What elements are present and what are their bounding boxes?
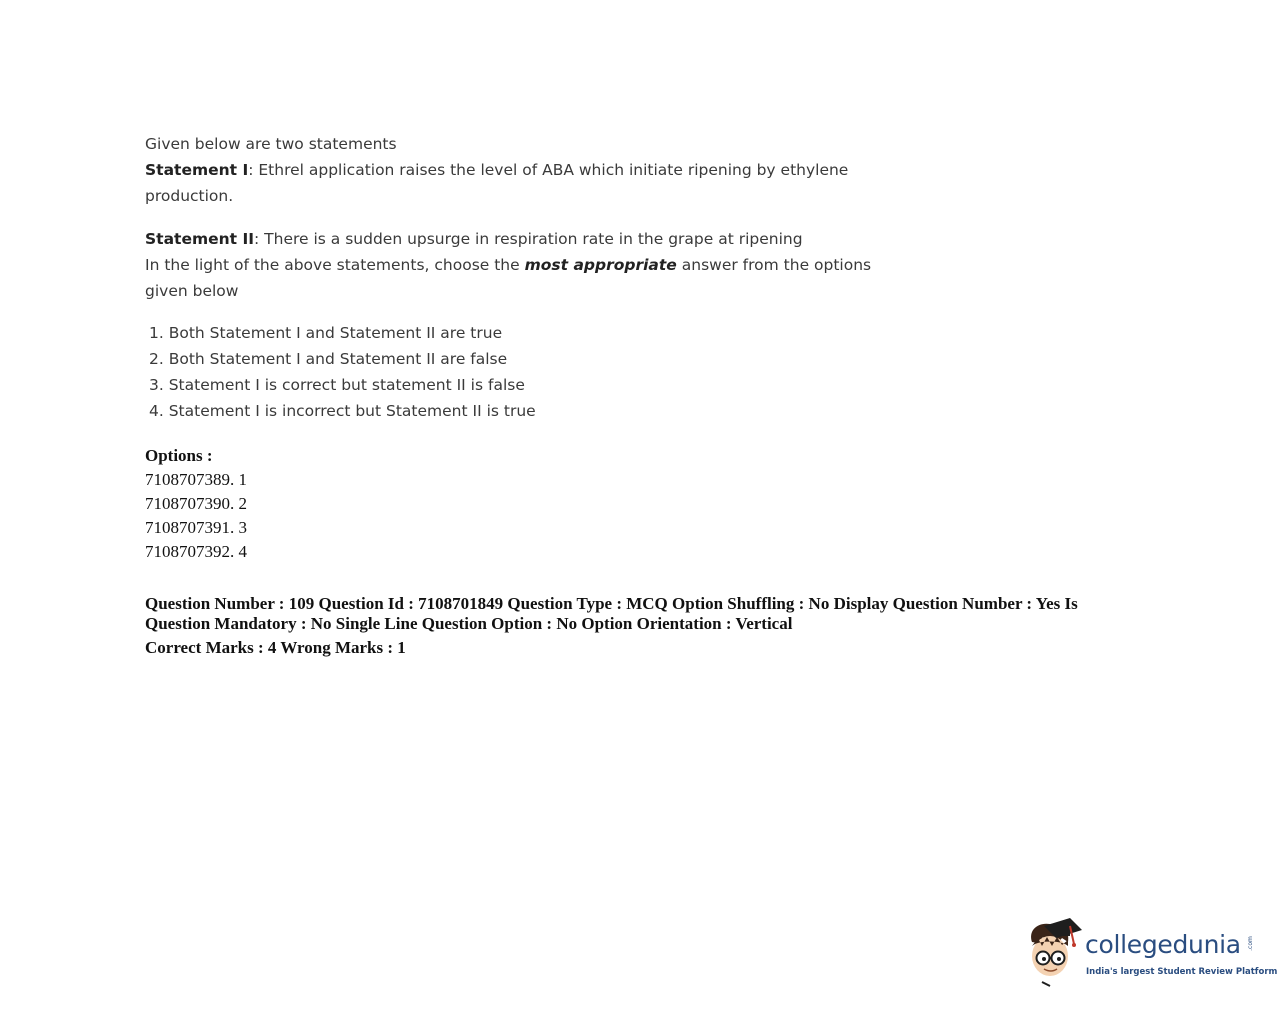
list-item: 2. Both Statement I and Statement II are false	[149, 350, 508, 368]
statement-2-text: : There is a sudden upsurge in respiration rate in the grape at ripening	[254, 230, 803, 248]
brand-tagline: India's largest Student Review Platform	[1086, 967, 1278, 977]
options-title: Options :	[145, 446, 213, 465]
question-instruction-continuation: given below	[145, 282, 239, 300]
choice-list	[145, 320, 865, 424]
statement-2	[145, 226, 865, 252]
statement-1	[145, 157, 865, 183]
statement-1-continuation: production.	[145, 187, 234, 205]
graduate-mascot-icon	[1022, 916, 1084, 990]
option-item: 7108707389. 1	[145, 470, 247, 489]
question-meta-details: Question Number : 109 Question Id : 7108701849 Question Type : MCQ Option Shuffling : No Display Question Number : Yes Is Question Mandatory : No Single Line Question Option : No Option Orientation : Vertical	[145, 594, 1078, 633]
question-intro: Given below are two statements	[145, 135, 397, 153]
list-item: 4. Statement I is incorrect but Statement II is true	[149, 402, 536, 420]
option-item: 7108707391. 3	[145, 518, 247, 537]
brand-name: collegedunia	[1085, 930, 1241, 959]
question-instruction: In the light of the above statements, choose the most appropriate answer from the options	[145, 256, 872, 274]
option-item: 7108707390. 2	[145, 494, 247, 513]
statement-1-label: Statement I	[145, 161, 249, 179]
brand-logo	[1022, 916, 1278, 992]
statement-1-text: : Ethrel application raises the level of ABA which initiate ripening by ethylene	[248, 161, 849, 179]
instruction-emphasis: most appropriate	[524, 256, 677, 274]
option-item: 7108707392. 4	[145, 542, 247, 561]
question-meta	[145, 594, 1125, 658]
list-item: 3. Statement I is correct but statement II is false	[149, 376, 525, 394]
list-item: 1. Both Statement I and Statement II are true	[149, 324, 503, 342]
question-marks: Correct Marks : 4 Wrong Marks : 1	[145, 638, 406, 657]
question-content	[145, 131, 872, 424]
brand-domain: .com	[1246, 936, 1254, 951]
options-block	[145, 444, 247, 564]
statement-2-label: Statement II	[145, 230, 254, 248]
